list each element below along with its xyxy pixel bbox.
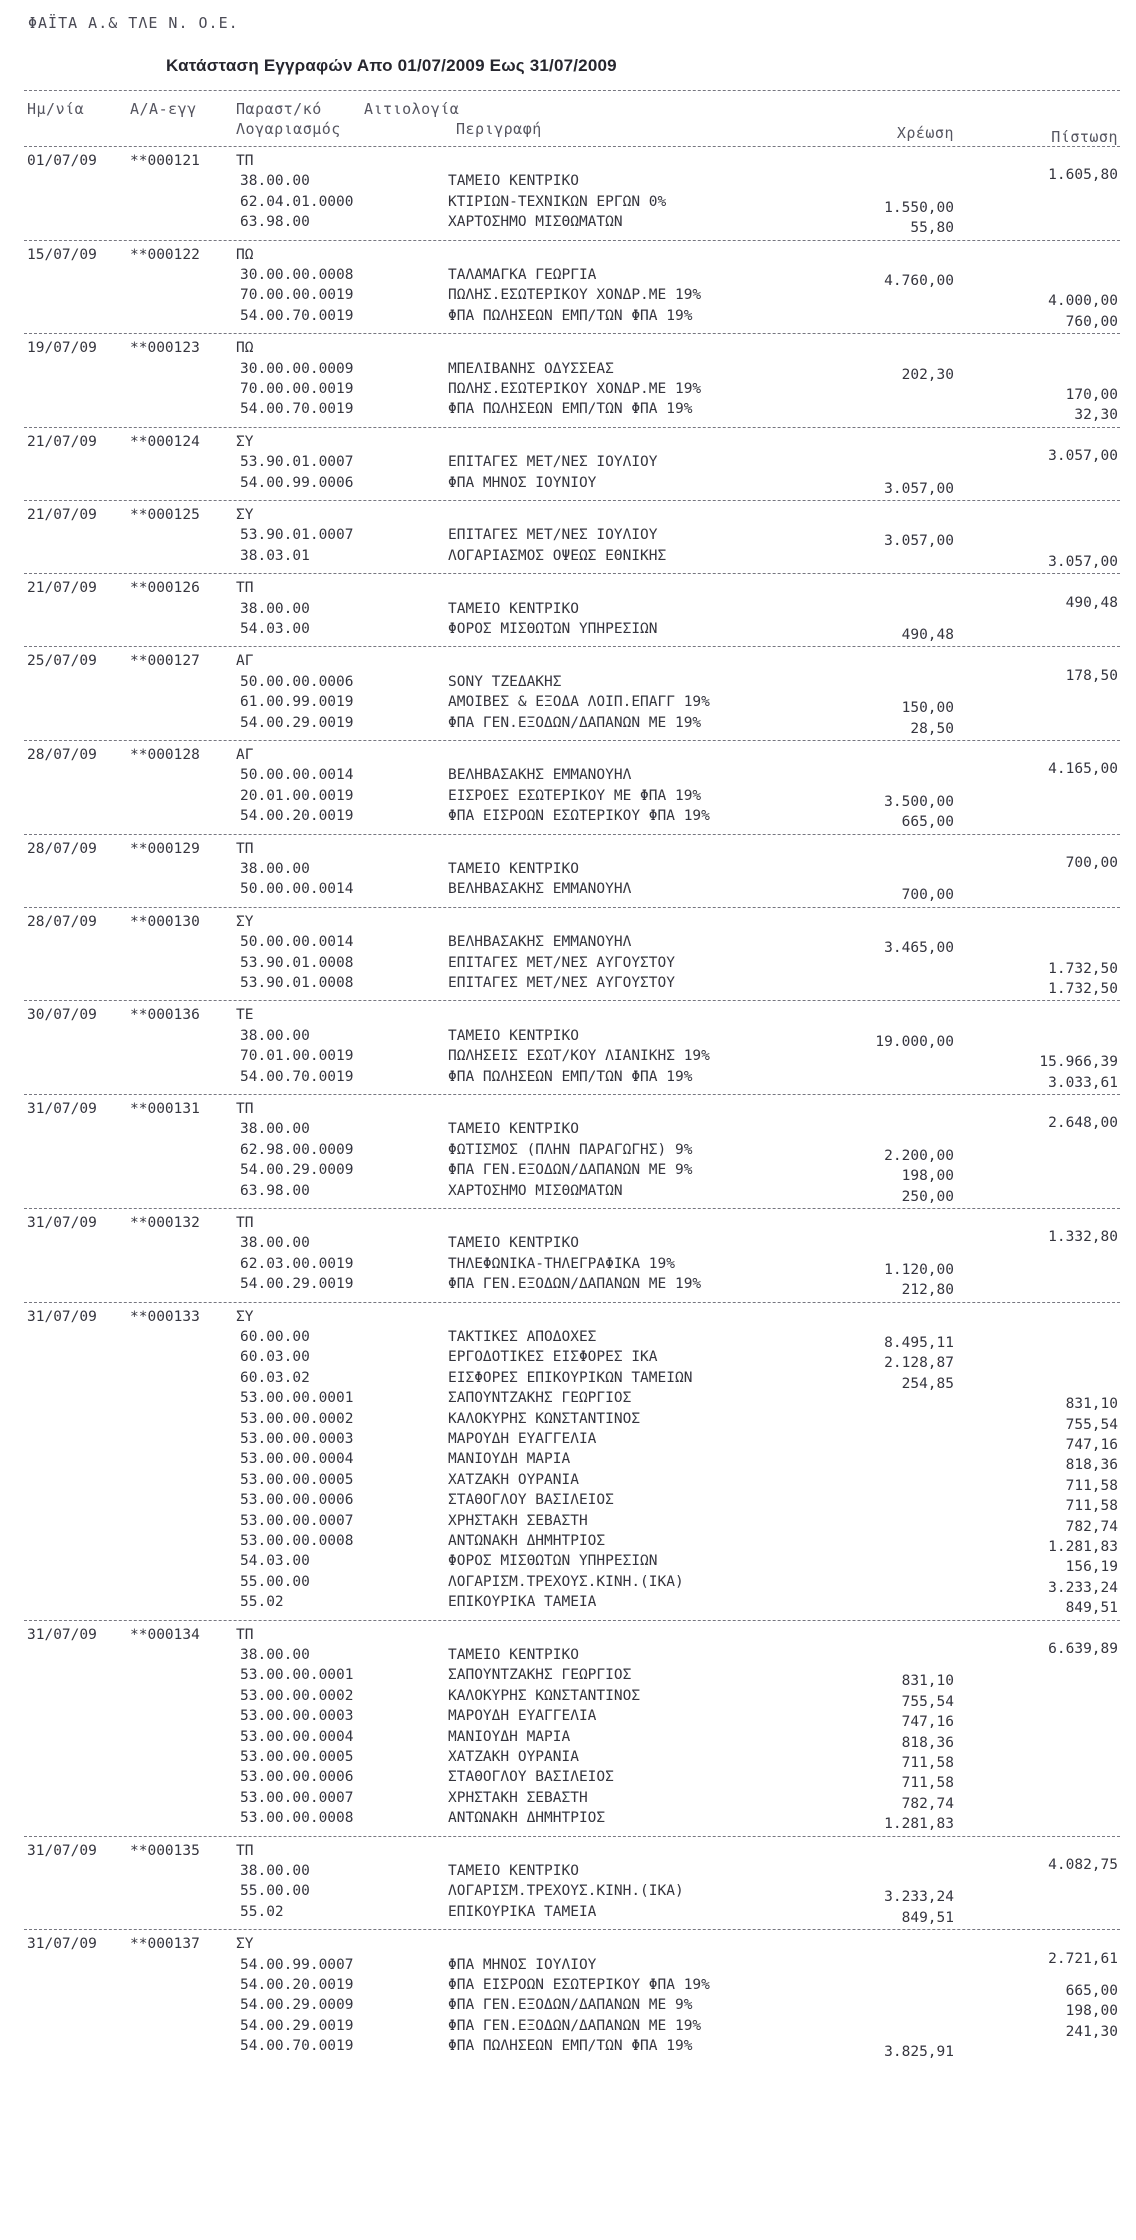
line-account: 60.03.00: [240, 1349, 310, 1366]
line-description: ΦΟΡΟΣ ΜΙΣΘΩΤΩΝ ΥΠΗΡΕΣΙΩΝ: [448, 1553, 658, 1570]
entry-type: ΑΓ: [236, 747, 254, 763]
line-credit: 32,30: [1074, 407, 1118, 424]
line-debit: 490,48: [901, 627, 954, 643]
line-description: SONY ΤΖΕΔΑΚΗΣ: [448, 673, 562, 690]
line-description: ΧΡΗΣΤΑΚΗ ΣΕΒΑΣΤΗ: [448, 1512, 588, 1529]
line-debit: 700,00: [901, 887, 954, 904]
line-account: 55.02: [240, 1903, 284, 1920]
entry-date: 31/07/09: [27, 1308, 97, 1325]
entry-date: 28/07/09: [27, 840, 97, 857]
line-description: ΕΠΙΤΑΓΕΣ ΜΕΤ/ΝΕΣ ΙΟΥΛΙΟΥ: [448, 527, 658, 544]
line-account: 38.00.00: [240, 1121, 310, 1138]
line-description: ΦΠΑ ΓΕΝ.ΕΞΟΔΩΝ/ΔΑΠΑΝΩΝ ΜΕ 19%: [448, 714, 702, 731]
line-account: 55.00.00: [240, 1883, 310, 1900]
line-debit: 831,10: [901, 1673, 954, 1690]
entry-number: **000134: [130, 1626, 200, 1643]
entry-date: 21/07/09: [27, 433, 97, 450]
line-account: 55.02: [240, 1594, 284, 1611]
line-description: ΜΑΝΙΟΥΔΗ ΜΑΡΙΑ: [448, 1451, 571, 1468]
line-credit: 3.057,00: [1048, 553, 1118, 570]
line-account: 38.00.00: [240, 861, 310, 877]
line-credit: 3.233,24: [1048, 1579, 1118, 1596]
entry-number: **000124: [130, 433, 200, 450]
line-description: ΣΑΠΟΥΝΤΖΑΚΗΣ ΓΕΩΡΓΙΟΣ: [448, 1390, 632, 1407]
entry-number: **000122: [130, 246, 200, 263]
line-debit: 1.281,83: [884, 1816, 954, 1833]
line-credit: 782,74: [1065, 1518, 1118, 1535]
line-account: 50.00.00.0006: [240, 673, 354, 690]
entry-type: ΣΥ: [236, 433, 254, 450]
entry-separator: [24, 1302, 1120, 1303]
line-account: 53.00.00.0003: [240, 1708, 354, 1725]
line-account: 53.00.00.0006: [240, 1492, 354, 1509]
line-account: 53.00.00.0008: [240, 1533, 354, 1549]
line-account: 53.00.00.0004: [240, 1728, 354, 1745]
line-description: ΚΑΛΟΚΥΡΗΣ ΚΩΝΣΤΑΝΤΙΝΟΣ: [448, 1410, 641, 1427]
line-debit: 849,51: [901, 1909, 954, 1926]
line-debit: 2.128,87: [884, 1355, 954, 1372]
line-description: ΠΩΛΗΣ.ΕΣΩΤΕΡΙΚΟΥ ΧΟΝΔΡ.ΜΕ 19%: [448, 381, 702, 397]
entry-type: ΤΕ: [236, 1007, 254, 1024]
header-source: Παραστ/κό: [236, 100, 322, 118]
line-credit: 198,00: [1065, 2003, 1118, 2020]
entry-date: 21/07/09: [27, 580, 97, 597]
entry-date: 31/07/09: [27, 1215, 97, 1231]
line-debit: 3.500,00: [884, 793, 954, 810]
line-credit: 831,10: [1065, 1396, 1118, 1413]
header-account: Λογαριασμός: [236, 120, 341, 138]
line-account: 53.00.00.0003: [240, 1431, 354, 1447]
line-description: ΕΠΙΤΑΓΕΣ ΜΕΤ/ΝΕΣ ΑΥΓΟΥΣΤΟΥ: [448, 975, 675, 991]
line-description: ΦΠΑ ΓΕΝ.ΕΞΟΔΩΝ/ΔΑΠΑΝΩΝ ΜΕ 19%: [448, 1276, 702, 1293]
line-credit: 1.732,50: [1048, 960, 1118, 977]
line-credit: 2.648,00: [1048, 1115, 1118, 1132]
line-account: 38.00.00: [240, 1027, 310, 1044]
entry-type: ΤΠ: [236, 1215, 254, 1231]
line-description: ΕΙΣΦΟΡΕΣ ΕΠΙΚΟΥΡΙΚΩΝ ΤΑΜΕΙΩΝ: [448, 1369, 693, 1386]
line-account: 38.00.00: [240, 1647, 310, 1663]
header-number: Α/Α-εγγ: [130, 100, 197, 118]
line-credit: 490,48: [1065, 594, 1118, 611]
entry-separator: [24, 1836, 1120, 1837]
line-description: ΣΤΑΘΟΓΛΟΥ ΒΑΣΙΛΕΙΟΣ: [448, 1769, 614, 1786]
entry-number: **000123: [130, 340, 200, 357]
line-description: ΤΗΛΕΦΩΝΙΚΑ-ΤΗΛΕΓΡΑΦΙΚΑ 19%: [448, 1255, 675, 1272]
line-description: ΧΑΡΤΟΣΗΜΟ ΜΙΣΘΩΜΑΤΩΝ: [448, 214, 623, 231]
line-account: 53.00.00.0004: [240, 1451, 354, 1468]
line-account: 54.00.70.0019: [240, 2038, 354, 2055]
report-title: Κατάσταση Εγγραφών Απο 01/07/2009 Εως 31/07/2009: [166, 56, 617, 75]
entry-number: **000133: [130, 1308, 200, 1325]
line-description: ΕΠΙΚΟΥΡΙΚΑ ΤΑΜΕΙΑ: [448, 1594, 597, 1611]
line-account: 54.00.29.0019: [240, 1276, 354, 1293]
line-description: ΦΠΑ ΠΩΛΗΣΕΩΝ ΕΜΠ/ΤΩΝ ΦΠΑ 19%: [448, 307, 693, 324]
line-description: ΚΤΙΡΙΩΝ-ΤΕΧΝΙΚΩΝ ΕΡΓΩΝ 0%: [448, 193, 667, 210]
line-debit: 747,16: [901, 1714, 954, 1731]
entry-number: **000128: [130, 747, 200, 763]
line-credit: 760,00: [1065, 313, 1118, 330]
entry-date: 28/07/09: [27, 913, 97, 930]
line-description: ΤΑΜΕΙΟ ΚΕΝΤΡΙΚΟ: [448, 600, 579, 617]
entry-date: 28/07/09: [27, 747, 97, 763]
line-description: ΣΤΑΘΟΓΛΟΥ ΒΑΣΙΛΕΙΟΣ: [448, 1492, 614, 1509]
line-description: ΕΠΙΤΑΓΕΣ ΜΕΤ/ΝΕΣ ΙΟΥΛΙΟΥ: [448, 454, 658, 471]
line-account: 54.00.99.0006: [240, 474, 354, 491]
line-debit: 8.495,11: [884, 1335, 954, 1351]
line-debit: 1.550,00: [884, 199, 954, 216]
line-credit: 4.000,00: [1048, 293, 1118, 310]
line-account: 60.03.02: [240, 1369, 310, 1386]
line-account: 53.00.00.0008: [240, 1810, 354, 1827]
line-description: ΤΑΜΕΙΟ ΚΕΝΤΡΙΚΟ: [448, 1863, 579, 1879]
line-account: 62.98.00.0009: [240, 1141, 354, 1158]
line-description: ΦΠΑ ΓΕΝ.ΕΞΟΔΩΝ/ΔΑΠΑΝΩΝ ΜΕ 9%: [448, 1162, 693, 1179]
entry-type: ΤΠ: [236, 1842, 254, 1859]
entry-type: ΤΠ: [236, 840, 254, 857]
line-debit: 665,00: [901, 814, 954, 831]
line-account: 54.00.29.0019: [240, 2017, 354, 2034]
entry-date: 31/07/09: [27, 1936, 97, 1953]
line-account: 60.00.00: [240, 1329, 310, 1345]
line-credit: 6.639,89: [1048, 1641, 1118, 1657]
line-debit: 3.825,91: [884, 2044, 954, 2061]
line-account: 61.00.99.0019: [240, 694, 354, 711]
line-account: 70.00.00.0019: [240, 287, 354, 304]
line-account: 63.98.00: [240, 1182, 310, 1199]
line-account: 53.00.00.0007: [240, 1512, 354, 1529]
line-account: 38.03.01: [240, 547, 310, 564]
line-account: 50.00.00.0014: [240, 881, 354, 898]
line-credit: 1.732,50: [1048, 981, 1118, 997]
line-account: 53.00.00.0006: [240, 1769, 354, 1786]
line-account: 70.00.00.0019: [240, 381, 354, 397]
entry-separator: [24, 500, 1120, 501]
entry-date: 15/07/09: [27, 246, 97, 263]
header-bottom-separator: [24, 146, 1120, 147]
line-credit: 3.033,61: [1048, 1074, 1118, 1091]
line-account: 53.00.00.0005: [240, 1749, 354, 1765]
line-description: ΕΙΣΡΟΕΣ ΕΣΩΤΕΡΙΚΟΥ ΜΕ ΦΠΑ 19%: [448, 787, 702, 804]
line-credit: 15.966,39: [1039, 1054, 1118, 1071]
line-credit: 711,58: [1065, 1477, 1118, 1494]
line-description: ΦΠΑ ΜΗΝΟΣ ΙΟΥΝΙΟΥ: [448, 474, 597, 491]
entry-number: **000136: [130, 1007, 200, 1024]
entry-type: ΤΠ: [236, 580, 254, 597]
entry-date: 19/07/09: [27, 340, 97, 357]
line-description: ΦΠΑ ΜΗΝΟΣ ΙΟΥΛΙΟΥ: [448, 1956, 597, 1973]
entry-type: ΤΠ: [236, 1101, 254, 1117]
line-account: 54.00.20.0019: [240, 808, 354, 825]
line-description: ΜΑΡΟΥΔΗ ΕΥΑΓΓΕΛΙΑ: [448, 1431, 597, 1447]
entry-separator: [24, 907, 1120, 908]
line-account: 53.90.01.0008: [240, 954, 354, 971]
line-debit: 782,74: [901, 1795, 954, 1812]
line-credit: 178,50: [1065, 667, 1118, 684]
line-debit: 3.465,00: [884, 940, 954, 957]
line-debit: 254,85: [901, 1375, 954, 1392]
line-description: ΕΠΙΚΟΥΡΙΚΑ ΤΑΜΕΙΑ: [448, 1903, 597, 1920]
line-credit: 711,58: [1065, 1498, 1118, 1515]
line-debit: 3.057,00: [884, 480, 954, 497]
entry-type: ΣΥ: [236, 507, 254, 523]
line-description: ΠΩΛΗΣΕΙΣ ΕΣΩΤ/ΚΟΥ ΛΙΑΝΙΚΗΣ 19%: [448, 1048, 710, 1065]
entry-type: ΤΠ: [236, 1626, 254, 1643]
entry-number: **000137: [130, 1936, 200, 1953]
entry-type: ΣΥ: [236, 913, 254, 930]
line-description: ΜΑΡΟΥΔΗ ΕΥΑΓΓΕΛΙΑ: [448, 1708, 597, 1725]
line-account: 54.03.00: [240, 1553, 310, 1570]
line-credit: 156,19: [1065, 1559, 1118, 1576]
line-account: 20.01.00.0019: [240, 787, 354, 804]
line-account: 54.00.29.0019: [240, 714, 354, 731]
line-description: ΦΠΑ ΠΩΛΗΣΕΩΝ ΕΜΠ/ΤΩΝ ΦΠΑ 19%: [448, 401, 693, 418]
line-account: 30.00.00.0008: [240, 267, 354, 283]
header-description: Περιγραφή: [456, 120, 542, 138]
line-account: 62.04.01.0000: [240, 193, 354, 210]
entry-number: **000129: [130, 840, 200, 857]
entry-separator: [24, 1929, 1120, 1930]
line-description: ΤΑΜΕΙΟ ΚΕΝΤΡΙΚΟ: [448, 1235, 579, 1252]
entry-type: ΣΥ: [236, 1308, 254, 1325]
line-description: ΕΠΙΤΑΓΕΣ ΜΕΤ/ΝΕΣ ΑΥΓΟΥΣΤΟΥ: [448, 954, 675, 971]
line-description: ΦΠΑ ΕΙΣΡΟΩΝ ΕΣΩΤΕΡΙΚΟΥ ΦΠΑ 19%: [448, 1977, 710, 1993]
line-description: ΧΑΤΖΑΚΗ ΟΥΡΑΝΙΑ: [448, 1749, 579, 1765]
entry-separator: [24, 1620, 1120, 1621]
line-account: 50.00.00.0014: [240, 767, 354, 784]
entry-number: **000131: [130, 1101, 200, 1117]
entry-separator: [24, 240, 1120, 241]
line-description: ΧΡΗΣΤΑΚΗ ΣΕΒΑΣΤΗ: [448, 1789, 588, 1806]
entry-date: 01/07/09: [27, 153, 97, 169]
line-account: 38.00.00: [240, 173, 310, 190]
line-debit: 250,00: [901, 1188, 954, 1205]
line-credit: 241,30: [1065, 2023, 1118, 2040]
line-account: 50.00.00.0014: [240, 934, 354, 951]
line-credit: 665,00: [1065, 1983, 1118, 1999]
entry-date: 30/07/09: [27, 1007, 97, 1024]
line-account: 54.00.99.0007: [240, 1956, 354, 1973]
line-account: 54.00.29.0009: [240, 1997, 354, 2014]
line-account: 54.00.29.0009: [240, 1162, 354, 1179]
entry-date: 31/07/09: [27, 1626, 97, 1643]
header-credit: Πίστωση: [1051, 128, 1118, 146]
entry-separator: [24, 740, 1120, 741]
line-description: ΧΑΡΤΟΣΗΜΟ ΜΙΣΘΩΜΑΤΩΝ: [448, 1182, 623, 1199]
entry-type: ΤΠ: [236, 153, 254, 169]
line-debit: 28,50: [910, 720, 954, 737]
line-description: ΧΑΤΖΑΚΗ ΟΥΡΑΝΙΑ: [448, 1471, 579, 1488]
line-credit: 818,36: [1065, 1457, 1118, 1474]
line-debit: 2.200,00: [884, 1147, 954, 1164]
entry-number: **000130: [130, 913, 200, 930]
entry-type: ΠΩ: [236, 340, 254, 357]
line-credit: 1.281,83: [1048, 1539, 1118, 1555]
line-account: 53.90.01.0008: [240, 975, 354, 991]
line-description: ΦΠΑ ΓΕΝ.ΕΞΟΔΩΝ/ΔΑΠΑΝΩΝ ΜΕ 9%: [448, 1997, 693, 2014]
line-account: 53.00.00.0001: [240, 1667, 354, 1684]
line-debit: 711,58: [901, 1755, 954, 1771]
line-credit: 2.721,61: [1048, 1950, 1118, 1967]
company-name: ΦΑΪΤΑ Α.& ΤΛΕ Ν. Ο.Ε.: [28, 14, 239, 32]
entry-number: **000132: [130, 1215, 200, 1231]
line-description: ΦΠΑ ΓΕΝ.ΕΞΟΔΩΝ/ΔΑΠΑΝΩΝ ΜΕ 19%: [448, 2017, 702, 2034]
header-date: Ημ/νία: [27, 100, 85, 118]
line-description: ΒΕΛΗΒΑΣΑΚΗΣ ΕΜΜΑΝΟΥΗΛ: [448, 767, 632, 784]
entry-type: ΣΥ: [236, 1936, 254, 1953]
line-description: ΑΝΤΩΝΑΚΗ ΔΗΜΗΤΡΙΟΣ: [448, 1810, 606, 1827]
line-account: 54.03.00: [240, 621, 310, 637]
line-account: 55.00.00: [240, 1573, 310, 1590]
line-description: ΤΑΚΤΙΚΕΣ ΑΠΟΔΟΧΕΣ: [448, 1329, 597, 1345]
line-debit: 755,54: [901, 1693, 954, 1710]
line-account: 38.00.00: [240, 1235, 310, 1252]
line-description: ΛΟΓΑΡΙΣΜ.ΤΡΕΧΟΥΣ.ΚΙΝΗ.(ΙΚΑ): [448, 1883, 684, 1900]
line-credit: 747,16: [1065, 1437, 1118, 1453]
line-account: 38.00.00: [240, 1863, 310, 1879]
line-description: ΒΕΛΗΒΑΣΑΚΗΣ ΕΜΜΑΝΟΥΗΛ: [448, 881, 632, 898]
line-account: 54.00.70.0019: [240, 307, 354, 324]
header-reason: Αιτιολογία: [364, 100, 460, 118]
entry-separator: [24, 427, 1120, 428]
line-account: 38.00.00: [240, 600, 310, 617]
line-description: ΦΩΤΙΣΜΟΣ (ΠΛΗΝ ΠΑΡΑΓΩΓΗΣ) 9%: [448, 1141, 693, 1158]
line-account: 54.00.20.0019: [240, 1977, 354, 1993]
line-credit: 4.082,75: [1048, 1857, 1118, 1873]
line-debit: 19.000,00: [875, 1033, 954, 1050]
line-credit: 1.605,80: [1048, 167, 1118, 184]
line-debit: 3.057,00: [884, 533, 954, 550]
line-description: ΛΟΓΑΡΙΑΣΜΟΣ ΟΨΕΩΣ ΕΘΝΙΚΗΣ: [448, 547, 667, 564]
line-description: ΤΑΜΕΙΟ ΚΕΝΤΡΙΚΟ: [448, 173, 579, 190]
header-debit: Χρέωση: [896, 124, 954, 142]
line-description: ΠΩΛΗΣ.ΕΣΩΤΕΡΙΚΟΥ ΧΟΝΔΡ.ΜΕ 19%: [448, 287, 702, 304]
entry-number: **000135: [130, 1842, 200, 1859]
line-description: ΑΜΟΙΒΕΣ & ΕΞΟΔΑ ΛΟΙΠ.ΕΠΑΓΓ 19%: [448, 694, 710, 711]
line-account: 30.00.00.0009: [240, 360, 354, 377]
line-debit: 202,30: [901, 366, 954, 383]
line-description: ΒΕΛΗΒΑΣΑΚΗΣ ΕΜΜΑΝΟΥΗΛ: [448, 934, 632, 951]
line-account: 54.00.70.0019: [240, 401, 354, 418]
line-debit: 3.233,24: [884, 1889, 954, 1906]
line-debit: 711,58: [901, 1775, 954, 1792]
line-description: ΦΠΑ ΕΙΣΡΟΩΝ ΕΣΩΤΕΡΙΚΟΥ ΦΠΑ 19%: [448, 808, 710, 825]
line-account: 53.90.01.0007: [240, 527, 354, 544]
entry-date: 31/07/09: [27, 1101, 97, 1117]
line-description: ΦΠΑ ΠΩΛΗΣΕΩΝ ΕΜΠ/ΤΩΝ ΦΠΑ 19%: [448, 1068, 693, 1085]
line-account: 53.00.00.0002: [240, 1687, 354, 1704]
line-description: ΤΑΜΕΙΟ ΚΕΝΤΡΙΚΟ: [448, 861, 579, 877]
line-description: ΦΟΡΟΣ ΜΙΣΘΩΤΩΝ ΥΠΗΡΕΣΙΩΝ: [448, 621, 658, 637]
entry-type: ΑΓ: [236, 653, 254, 670]
line-account: 54.00.70.0019: [240, 1068, 354, 1085]
line-credit: 700,00: [1065, 855, 1118, 871]
line-credit: 755,54: [1065, 1416, 1118, 1433]
line-description: ΤΑΜΕΙΟ ΚΕΝΤΡΙΚΟ: [448, 1121, 579, 1138]
line-debit: 1.120,00: [884, 1261, 954, 1278]
line-account: 53.00.00.0002: [240, 1410, 354, 1427]
line-description: ΜΠΕΛΙΒΑΝΗΣ ΟΔΥΣΣΕΑΣ: [448, 360, 614, 377]
entry-separator: [24, 1000, 1120, 1001]
line-description: ΜΑΝΙΟΥΔΗ ΜΑΡΙΑ: [448, 1728, 571, 1745]
entry-separator: [24, 834, 1120, 835]
line-description: ΕΡΓΟΔΟΤΙΚΕΣ ΕΙΣΦΟΡΕΣ ΙΚΑ: [448, 1349, 658, 1366]
line-account: 53.90.01.0007: [240, 454, 354, 471]
line-description: ΤΑΛΑΜΑΓΚΑ ΓΕΩΡΓΙΑ: [448, 267, 597, 283]
line-debit: 4.760,00: [884, 273, 954, 289]
line-debit: 198,00: [901, 1168, 954, 1185]
entry-date: 21/07/09: [27, 507, 97, 523]
line-debit: 55,80: [910, 220, 954, 237]
line-credit: 849,51: [1065, 1600, 1118, 1617]
line-credit: 4.165,00: [1048, 761, 1118, 778]
line-description: ΤΑΜΕΙΟ ΚΕΝΤΡΙΚΟ: [448, 1647, 579, 1663]
line-account: 53.00.00.0005: [240, 1471, 354, 1488]
line-account: 53.00.00.0001: [240, 1390, 354, 1407]
entry-separator: [24, 573, 1120, 574]
entry-number: **000121: [130, 153, 200, 169]
entry-type: ΠΩ: [236, 246, 254, 263]
line-credit: 170,00: [1065, 387, 1118, 403]
line-account: 62.03.00.0019: [240, 1255, 354, 1272]
line-credit: 3.057,00: [1048, 448, 1118, 465]
line-description: ΛΟΓΑΡΙΣΜ.ΤΡΕΧΟΥΣ.ΚΙΝΗ.(ΙΚΑ): [448, 1573, 684, 1590]
line-credit: 1.332,80: [1048, 1229, 1118, 1246]
line-debit: 818,36: [901, 1734, 954, 1751]
entry-number: **000125: [130, 507, 200, 523]
line-description: ΣΑΠΟΥΝΤΖΑΚΗΣ ΓΕΩΡΓΙΟΣ: [448, 1667, 632, 1684]
line-account: 53.00.00.0007: [240, 1789, 354, 1806]
entry-date: 25/07/09: [27, 653, 97, 670]
line-account: 63.98.00: [240, 214, 310, 231]
line-description: ΤΑΜΕΙΟ ΚΕΝΤΡΙΚΟ: [448, 1027, 579, 1044]
line-debit: 212,80: [901, 1282, 954, 1299]
line-description: ΦΠΑ ΠΩΛΗΣΕΩΝ ΕΜΠ/ΤΩΝ ΦΠΑ 19%: [448, 2038, 693, 2055]
entry-separator: [24, 1208, 1120, 1209]
entry-number: **000127: [130, 653, 200, 670]
entry-separator: [24, 1094, 1120, 1095]
line-account: 70.01.00.0019: [240, 1048, 354, 1065]
entry-separator: [24, 646, 1120, 647]
line-description: ΚΑΛΟΚΥΡΗΣ ΚΩΝΣΤΑΝΤΙΝΟΣ: [448, 1687, 641, 1704]
line-debit: 150,00: [901, 700, 954, 717]
entry-number: **000126: [130, 580, 200, 597]
entry-separator: [24, 333, 1120, 334]
entry-date: 31/07/09: [27, 1842, 97, 1859]
line-description: ΑΝΤΩΝΑΚΗ ΔΗΜΗΤΡΙΟΣ: [448, 1533, 606, 1549]
header-top-separator: [24, 90, 1120, 91]
